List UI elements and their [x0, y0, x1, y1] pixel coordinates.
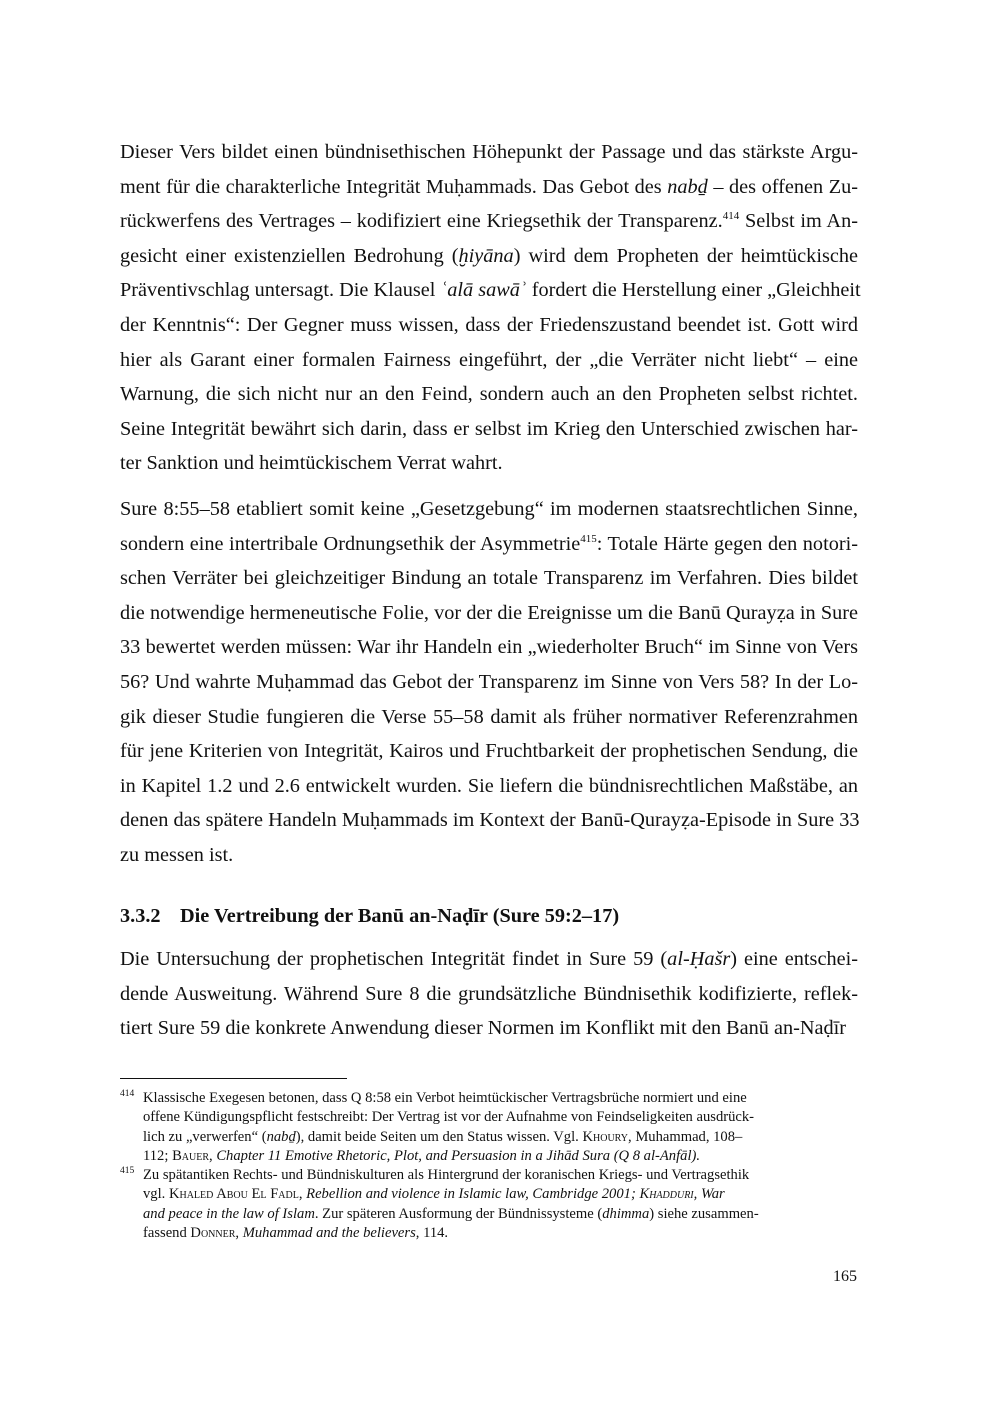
footnote-415 [120, 1166, 858, 1244]
text-line: Dieser Vers bildet einen bündnisethischen Höhepunkt der Passage und das stärkste Argu- [120, 141, 858, 163]
text-line: hier als Garant einer formalen Fairness eingeführt, der „die Verräter nicht liebt“ – eine [120, 348, 858, 371]
section-title: Die Vertreibung der Banū an-Naḍīr (Sure 59:2–17) [180, 905, 620, 927]
footnote-number: 414 [120, 1089, 135, 1099]
footnote-414 [120, 1089, 858, 1167]
text-line: vgl. Khaled Abou El Fadl, Rebellion and violence in Islamic law, Cambridge 2001; Khadduri, War [143, 1186, 725, 1203]
text-line: Die Untersuchung der prophetischen Integrität findet in Sure 59 (al-Ḥašr) eine entschei- [120, 948, 858, 970]
text-line: in Kapitel 1.2 und 2.6 entwickelt wurden. Sie liefern die bündnisrechtlichen Maßstäbe, an [120, 774, 858, 797]
text-line: gesicht einer existenziellen Bedrohung (ḫiyāna) wird dem Propheten der heimtückische [120, 244, 858, 267]
text-line: Warnung, die sich nicht nur an den Feind, sondern auch an den Propheten selbst richtet. [120, 383, 858, 406]
text-line: 56? Und wahrte Muḥammad das Gebot der Transparenz im Sinne von Vers 58? In der Lo- [120, 670, 858, 693]
footnote-text [143, 1089, 858, 1167]
text-line: rückwerfens des Vertrages – kodifiziert eine Kriegsethik der Transparenz.$^{414}$ Selbst im An- [120, 210, 858, 233]
text-line: offene Kündigungspflicht festschreibt: Der Vertrag ist vor der Aufnahme von Feindseligkeiten ausdrück- [143, 1109, 755, 1126]
text-line: ment für die charakterliche Integrität Muḥammads. Das Gebot des nabḏ – des offenen Zu- [120, 175, 859, 198]
section-number: 3.3.2 [120, 905, 161, 927]
footnote-reference: 414 [722, 210, 740, 223]
text-line: gik dieser Studie fungieren die Verse 55–58 damit als früher normativer Referenzrahmen [120, 705, 858, 728]
footnote-separator [120, 1078, 347, 1079]
paragraph-2 [120, 492, 858, 873]
text-line: lich zu „verwerfen“ (nabḏ), damit beide Seiten um den Status wissen. Vgl. Khoury, Muhammad, 108– [143, 1128, 743, 1145]
text-line: ter Sanktion und heimtückischem Verrat wahrt. [120, 452, 503, 475]
text-line: Zu spätantiken Rechts- und Bündniskulturen als Hintergrund der koranischen Kriegs- und Vertragsethik [143, 1167, 750, 1183]
text-line: and peace in the law of Islam. Zur späteren Ausformung der Bündnissysteme (dhimma) siehe zusammen- [143, 1205, 759, 1222]
text-line: denen das spätere Handeln Muḥammads im Kontext der Banū-Qurayẓa-Episode in Sure 33 [120, 809, 860, 832]
text-line: Sure 8:55–58 etabliert somit keine „Gesetzgebung“ im modernen staatsrechtlichen Sinne, [120, 498, 858, 520]
text-line: fassend Donner, Muhammad and the believers, 114. [143, 1225, 449, 1242]
text-line: für jene Kriterien von Integrität, Kairos und Fruchtbarkeit der prophetischen Sendung, die [120, 740, 858, 763]
text-line: 33 bewertet werden müssen: War ihr Handeln ein „wiederholter Bruch“ im Sinne von Vers [120, 636, 858, 659]
text-line: Klassische Exegesen betonen, dass Q 8:58 ein Verbot heimtückischer Vertragsbrüche normiert und eine [143, 1090, 747, 1106]
section-heading [120, 905, 619, 928]
footnote-reference: 415 [580, 532, 597, 545]
text-line: Seine Integrität bewährt sich darin, dass er selbst im Krieg den Unterschied zwischen har- [120, 417, 858, 440]
text-line: tiert Sure 59 die konkrete Anwendung dieser Normen im Konflikt mit den Banū an-Naḍīr [120, 1017, 847, 1040]
text-line: zu messen ist. [120, 843, 234, 866]
footnote-number: 415 [120, 1166, 135, 1176]
text-line: Präventivschlag untersagt. Die Klausel ʿalā sawāʾ fordert die Herstellung einer „Gleichheit [120, 279, 861, 302]
text-line: die notwendige hermeneutische Folie, vor der die Ereignisse um die Banū Qurayẓa in Sure [120, 601, 858, 624]
text-line: 112; Bauer, Chapter 11 Emotive Rhetoric, Plot, and Persuasion in a Jihād Sura (Q 8 al-Anfāl). [143, 1148, 701, 1165]
text-line: schen Verräter bei gleichzeitiger Bindung an totale Transparenz im Verfahren. Dies bildet [120, 567, 858, 590]
footnote-text [143, 1166, 858, 1244]
text-line: dende Ausweitung. Während Sure 8 die grundsätzliche Bündnisethik kodifizierte, reflek- [120, 982, 858, 1005]
text-line: der Kenntnis“: Der Gegner muss wissen, dass der Friedenszustand beendet ist. Gott wird [120, 313, 858, 336]
paragraph-1 [120, 135, 861, 481]
text-line: sondern eine intertribale Ordnungsethik der Asymmetrie$^{415}$: Totale Härte gegen den notori- [120, 532, 858, 555]
page-number: 165 [833, 1268, 857, 1285]
paragraph-3 [120, 942, 858, 1046]
